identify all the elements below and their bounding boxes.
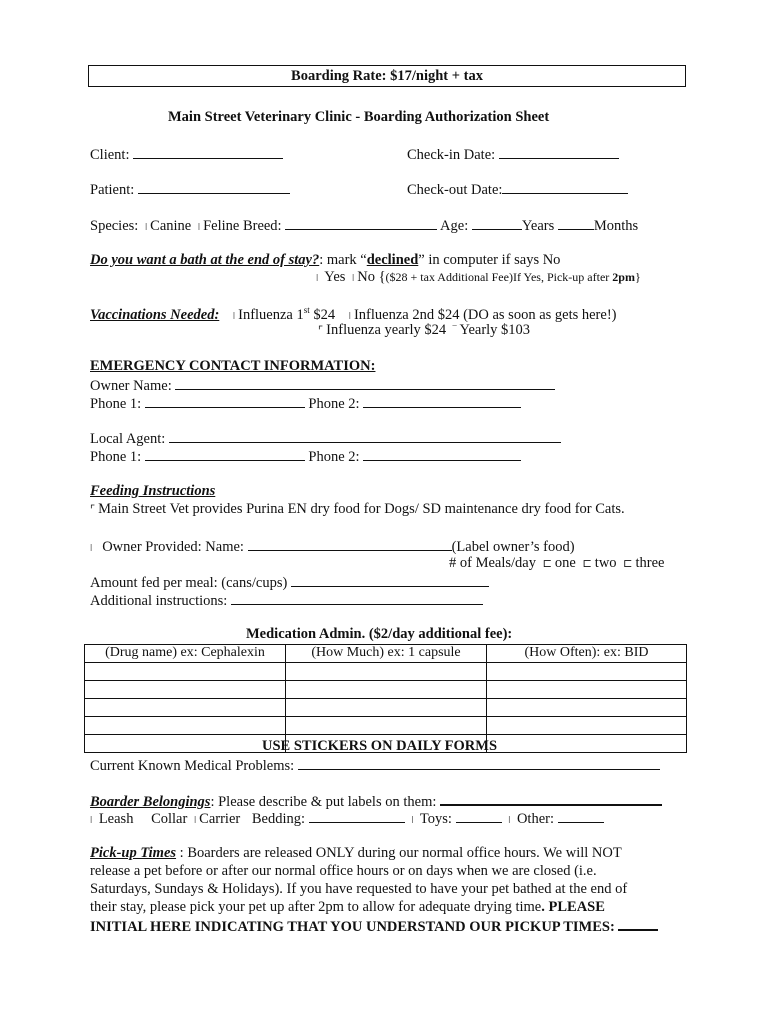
bath-question: Do you want a bath at the end of stay? [90,252,320,268]
checkin-label: Check-in Date: [407,147,496,163]
owner-field[interactable] [175,376,555,390]
flu2-checkbox[interactable]: ǀ [348,309,351,322]
pickup-text-4: their stay, please pick your pet up after 2pm to allow for adequate drying time [90,899,542,915]
belongings-field[interactable] [440,791,662,806]
owner-label: Owner Name: [90,378,172,394]
medication-cell[interactable] [286,699,487,717]
years-label: Years [521,218,555,234]
species-label: Species: [90,218,139,234]
yearly-checkbox[interactable]: ‾ [452,325,457,337]
canine-label: Canine [150,218,192,234]
additional-row [90,591,483,610]
boarding-rate-box [88,65,686,87]
toys-checkbox[interactable]: ǀ [411,814,414,826]
bath-yes-label: Yes [324,269,346,285]
patient-row [90,180,290,199]
vet-food-checkbox[interactable]: ⌜ [90,504,96,516]
bath-time: 2pm [612,270,635,284]
pickup-line-4 [90,899,605,916]
emergency-heading: EMERGENCY CONTACT INFORMATION: [90,358,376,374]
species-row [90,216,638,235]
medical-row [90,756,660,775]
feeding-heading: Feeding Instructions [90,483,216,499]
pickup-line-2: release a pet before or after our normal office hours or on days when we are closed (i.e. [90,863,597,879]
feeding-option-1 [90,501,625,518]
initial-field[interactable] [618,916,658,931]
agent-phone2-label: Phone 2: [308,449,360,465]
meals-two-label: two [594,555,617,571]
bedding-field[interactable] [309,809,405,823]
checkout-label: Check-out Date: [407,182,503,198]
label-food-note: (Label owner’s food) [451,539,575,555]
patient-field[interactable] [138,180,290,194]
owner-food-checkbox[interactable]: ǀ [90,542,93,554]
owner-phone2-field[interactable] [363,394,521,408]
pickup-line-1 [90,845,622,862]
medication-heading: Medication Admin. ($2/day additional fee): [246,626,513,642]
flu1-label: Influenza 1st $24 [238,305,336,323]
yearly-label: Yearly $103 [459,322,531,338]
leash-checkbox[interactable]: ǀ [90,814,93,826]
toys-field[interactable] [456,809,502,823]
form-title: Main Street Veterinary Clinic - Boarding Authorization Sheet [168,109,550,125]
bath-fee: ($28 + tax Additional Fee)If Yes, Pick-up after [385,270,613,284]
agent-phone1-label: Phone 1: [90,449,142,465]
checkout-row [407,180,628,199]
canine-checkbox[interactable]: ǀ [144,221,148,233]
months-field[interactable] [558,216,594,230]
stickers-note: USE STICKERS ON DAILY FORMS [262,738,498,754]
medication-cell[interactable] [286,663,487,681]
breed-field[interactable] [285,216,437,230]
medication-cell[interactable] [487,717,687,735]
amount-row [90,573,489,592]
client-label: Client: [90,147,130,163]
flu1-checkbox[interactable]: ǀ [232,309,236,322]
vet-food-label: Main Street Vet provides Purina EN dry food for Dogs/ SD maintenance dry food for Cats. [98,501,625,517]
table-row [85,681,687,699]
other-label: Other: [516,811,554,827]
patient-label: Patient: [90,182,135,198]
bath-yes-checkbox[interactable]: ǀ [316,272,319,284]
boarding-rate: Boarding Rate: $17/night + tax [291,68,483,84]
additional-label: Additional instructions: [90,593,228,609]
belongings-desc: : Please describe & put labels on them: [210,794,437,810]
bath-mark-suffix: ” in computer if says No [418,252,561,268]
bedding-label: Bedding: [251,811,306,827]
meals-row [449,555,664,572]
collar-checkbox[interactable]: ǀ [193,814,197,826]
medical-field[interactable] [298,756,660,770]
flu2-label: Influenza 2nd $24 (DO as soon as gets here!) [353,306,617,323]
other-checkbox[interactable]: ǀ [508,814,511,826]
belongings-items [90,809,604,828]
bath-options [313,269,641,286]
table-row [85,663,687,681]
medical-label: Current Known Medical Problems: [90,758,295,774]
years-field[interactable] [472,216,522,230]
bath-no-label: No { [357,269,386,285]
flu-yearly-label: Influenza yearly $24 [326,322,447,338]
meals-three-checkbox[interactable]: ⊏ [623,558,633,570]
bath-mark-prefix: : mark “ [319,252,367,268]
medication-cell[interactable] [286,717,487,735]
agent-phone1-field[interactable] [145,447,305,461]
medication-col-amount: (How Much) ex: 1 capsule [286,645,487,663]
owner-food-name-field[interactable] [248,537,452,551]
medication-cell[interactable] [286,681,487,699]
medication-col-drug: (Drug name) ex: Cephalexin [85,645,286,663]
pickup-line-5 [90,916,658,936]
owner-row [90,376,555,395]
feline-label: Feline [203,218,240,234]
flu-yearly-checkbox[interactable]: ⌜ [318,325,324,337]
vaccinations-label: Vaccinations Needed: [90,306,220,323]
agent-row [90,429,561,448]
medication-cell[interactable] [85,681,286,699]
belongings-label: Boarder Belongings [90,794,211,810]
owner-phone2-label: Phone 2: [308,396,360,412]
collar-label: Collar [151,811,188,827]
age-label: Age: [440,218,469,234]
meals-three-label: three [635,555,665,571]
meals-two-checkbox[interactable]: ⊏ [582,558,592,570]
owner-phone1-label: Phone 1: [90,396,142,412]
medication-cell[interactable] [487,699,687,717]
carrier-label: Carrier [199,811,241,827]
owner-food-label: Owner Provided: Name: [102,539,244,555]
vaccinations-row-2 [315,322,530,339]
leash-label: Leash [98,811,134,827]
meals-one-checkbox[interactable]: ⊏ [542,558,552,570]
amount-field[interactable] [291,573,489,587]
checkin-field[interactable] [499,145,619,159]
agent-label: Local Agent: [90,431,166,447]
other-field[interactable] [558,809,604,823]
pickup-text-1: : Boarders are released ONLY during our normal office hours. We will NOT [176,845,622,861]
bath-no-checkbox[interactable]: ǀ [352,272,355,284]
medication-cell[interactable] [85,717,286,735]
agent-field[interactable] [169,429,561,443]
bath-row [90,252,560,269]
medication-cell[interactable] [487,663,687,681]
amount-label: Amount fed per meal: (cans/cups) [90,575,288,591]
owner-phone1-field[interactable] [145,394,305,408]
medication-col-frequency: (How Often): ex: BID [487,645,687,663]
checkin-row [407,145,619,164]
pickup-initial-text: INITIAL HERE INDICATING THAT YOU UNDERSTAND OUR PICKUP TIMES: [90,919,615,935]
additional-field[interactable] [231,591,483,605]
months-label: Months [593,218,639,234]
breed-label: Breed: [242,218,282,234]
agent-phone-row [90,447,521,466]
medication-cell[interactable] [85,663,286,681]
pickup-line-3: Saturdays, Sundays & Holidays). If you have requested to have your pet bathed at the end of [90,881,628,897]
agent-phone2-field[interactable] [363,447,521,461]
medication-header-row [85,645,687,663]
meals-one-label: one [554,555,576,571]
table-row [85,717,687,735]
medication-table [84,644,687,753]
medication-cell[interactable] [487,681,687,699]
client-field[interactable] [133,145,283,159]
bath-declined: declined [366,252,419,268]
medication-cell[interactable] [85,735,286,753]
medication-cell[interactable] [85,699,286,717]
table-row [85,699,687,717]
checkout-field[interactable] [502,180,628,194]
feeding-option-2 [90,537,575,556]
feline-checkbox[interactable]: ǀ [197,221,201,233]
meals-label: # of Meals/day [449,555,536,571]
pickup-label: Pick-up Times [90,845,177,861]
pickup-please: . PLEASE [541,899,605,915]
toys-label: Toys: [419,811,452,827]
bath-close: } [634,270,641,284]
medication-cell[interactable] [487,735,687,753]
owner-phone-row [90,394,521,413]
client-row [90,145,283,164]
